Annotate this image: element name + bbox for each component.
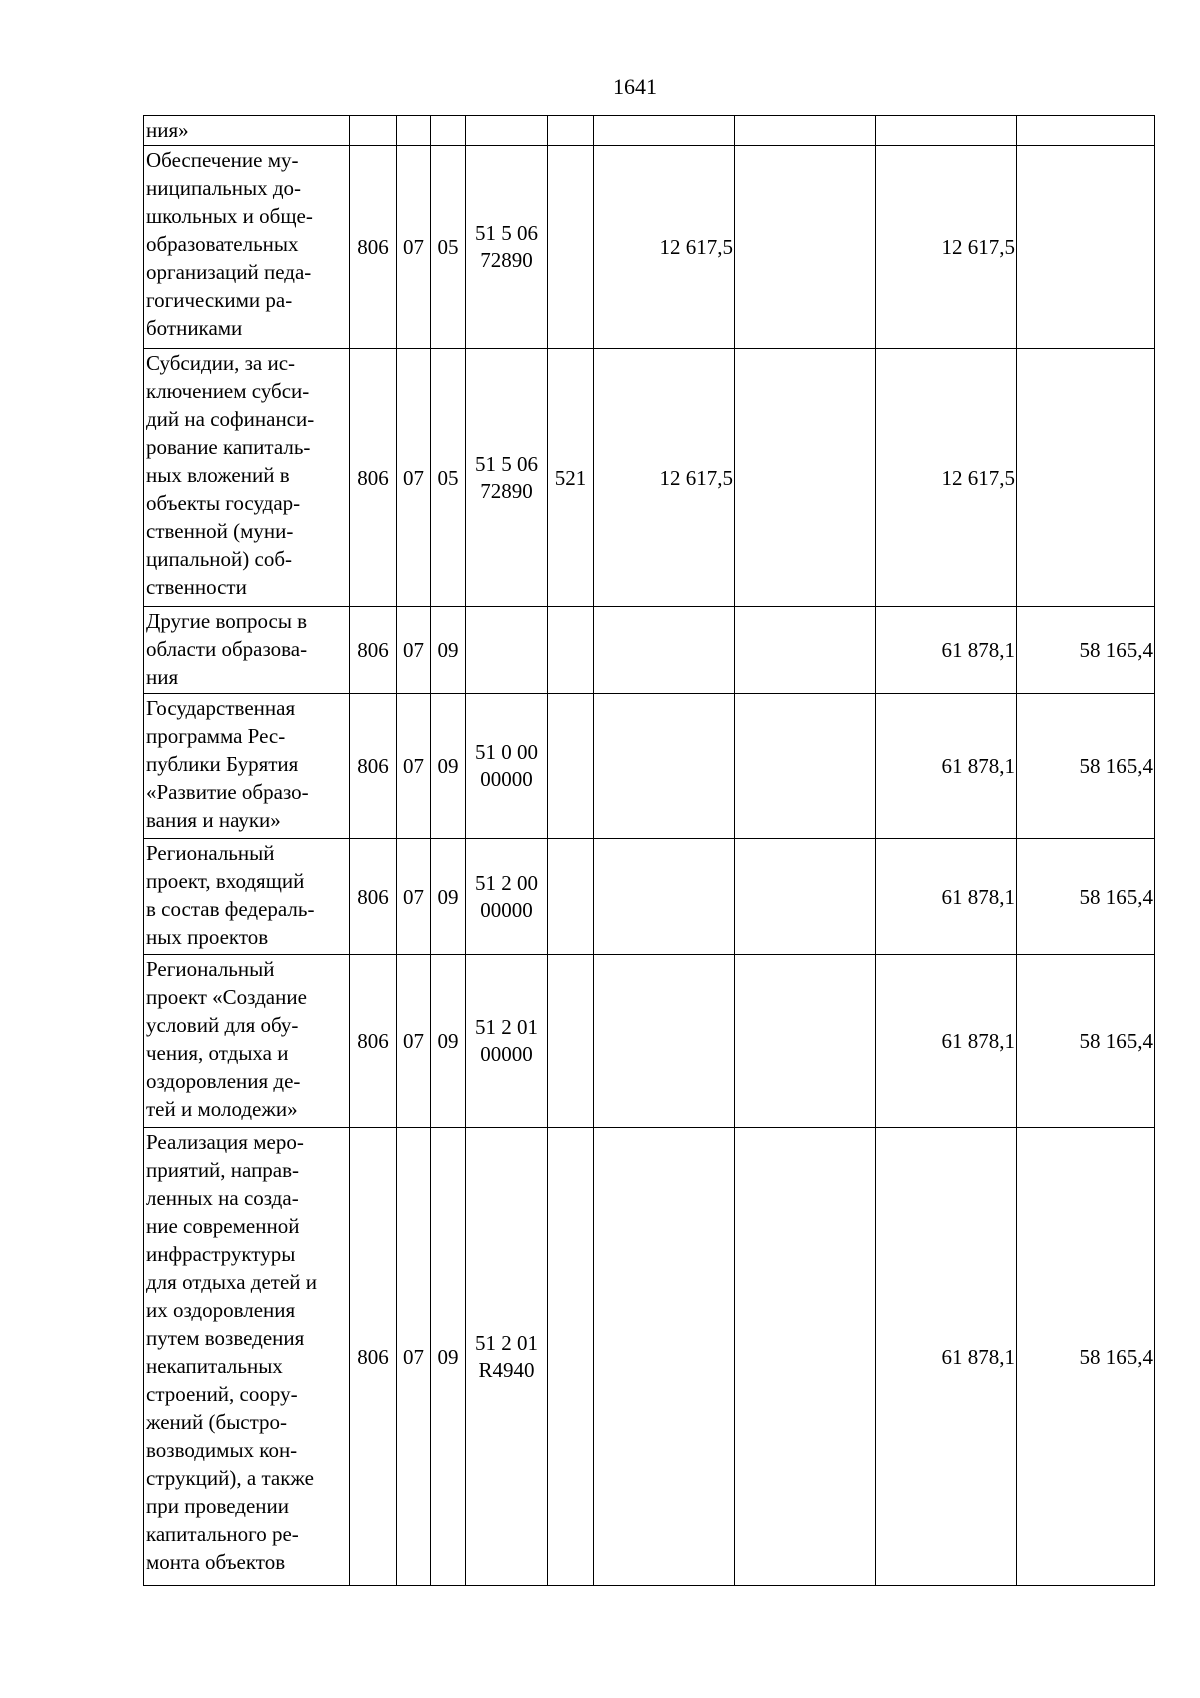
amount-cell: 58 165,4 xyxy=(1017,1128,1155,1586)
amount-cell xyxy=(735,955,876,1128)
amount-cell: 61 878,1 xyxy=(876,839,1017,955)
table-row xyxy=(144,146,1155,349)
amount-cell: 61 878,1 xyxy=(876,1128,1017,1586)
amount-cell: 61 878,1 xyxy=(876,694,1017,839)
subsection-code: 09 xyxy=(431,607,466,694)
page-number: 1641 xyxy=(613,74,657,99)
amount-cell xyxy=(594,694,735,839)
amount-cell xyxy=(735,349,876,607)
section-code: 07 xyxy=(397,146,431,349)
table-row xyxy=(144,839,1155,955)
budget-item-name: ния» xyxy=(144,116,350,146)
amount-cell xyxy=(735,116,876,146)
section-code: 07 xyxy=(397,607,431,694)
table-row xyxy=(144,694,1155,839)
table-row xyxy=(144,116,1155,146)
expense-type-code xyxy=(548,146,594,349)
target-article-code xyxy=(466,607,548,694)
target-article-code: 51 2 00 00000 xyxy=(466,839,548,955)
amount-cell: 58 165,4 xyxy=(1017,694,1155,839)
budget-item-name: Региональный проект, входящий в состав федераль- ных проектов xyxy=(144,839,350,955)
table-row xyxy=(144,607,1155,694)
expense-type-code xyxy=(548,1128,594,1586)
amount-cell xyxy=(735,146,876,349)
target-article-code: 51 2 01 R4940 xyxy=(466,1128,548,1586)
expense-type-code xyxy=(548,839,594,955)
amount-cell xyxy=(1017,116,1155,146)
department-code: 806 xyxy=(350,955,397,1128)
department-code: 806 xyxy=(350,349,397,607)
amount-cell: 58 165,4 xyxy=(1017,839,1155,955)
amount-cell: 58 165,4 xyxy=(1017,607,1155,694)
subsection-code: 05 xyxy=(431,349,466,607)
target-article-code: 51 5 06 72890 xyxy=(466,349,548,607)
expense-type-code xyxy=(548,607,594,694)
amount-cell xyxy=(594,1128,735,1586)
subsection-code: 09 xyxy=(431,955,466,1128)
section-code: 07 xyxy=(397,955,431,1128)
table-row xyxy=(144,349,1155,607)
budget-item-name: Реализация меро- приятий, направ- ленных на созда- ние современной инфраструктуры для отдыха детей и их оздоровления путем возведения некапитальных строений, соору- жений (быстро- возводимых кон- струкций), а также при проведении капитального ре- монта объектов xyxy=(144,1128,350,1586)
budget-table xyxy=(143,115,1155,1586)
amount-cell: 58 165,4 xyxy=(1017,955,1155,1128)
target-article-code: 51 5 06 72890 xyxy=(466,146,548,349)
subsection-code: 09 xyxy=(431,839,466,955)
amount-cell: 12 617,5 xyxy=(594,146,735,349)
budget-item-name: Другие вопросы в области образова- ния xyxy=(144,607,350,694)
budget-item-name: Обеспечение му- ниципальных до- школьных и обще- образовательных организаций педа- гогическими ра- ботниками xyxy=(144,146,350,349)
budget-item-name: Государственная программа Рес- публики Бурятия «Развитие образо- вания и науки» xyxy=(144,694,350,839)
amount-cell: 12 617,5 xyxy=(876,146,1017,349)
amount-cell xyxy=(594,116,735,146)
subsection-code: 09 xyxy=(431,1128,466,1586)
amount-cell xyxy=(876,116,1017,146)
subsection-code: 09 xyxy=(431,694,466,839)
expense-type-code xyxy=(548,694,594,839)
amount-cell xyxy=(594,955,735,1128)
expense-type-code xyxy=(548,116,594,146)
target-article-code: 51 2 01 00000 xyxy=(466,955,548,1128)
target-article-code xyxy=(466,116,548,146)
amount-cell xyxy=(1017,146,1155,349)
table-row xyxy=(144,1128,1155,1586)
budget-item-name: Субсидии, за ис- ключением субси- дий на софинанси- рование капиталь- ных вложений в объекты государ- ственной (муни- ципальной) соб- ственности xyxy=(144,349,350,607)
table-row xyxy=(144,955,1155,1128)
expense-type-code: 521 xyxy=(548,349,594,607)
department-code: 806 xyxy=(350,694,397,839)
subsection-code: 05 xyxy=(431,146,466,349)
department-code: 806 xyxy=(350,607,397,694)
amount-cell xyxy=(1017,349,1155,607)
subsection-code xyxy=(431,116,466,146)
section-code: 07 xyxy=(397,694,431,839)
amount-cell xyxy=(735,839,876,955)
section-code xyxy=(397,116,431,146)
target-article-code: 51 0 00 00000 xyxy=(466,694,548,839)
amount-cell: 61 878,1 xyxy=(876,607,1017,694)
section-code: 07 xyxy=(397,1128,431,1586)
amount-cell xyxy=(735,694,876,839)
amount-cell xyxy=(594,607,735,694)
section-code: 07 xyxy=(397,839,431,955)
department-code: 806 xyxy=(350,1128,397,1586)
budget-item-name: Региональный проект «Создание условий для обу- чения, отдыха и оздоровления де- тей и молодежи» xyxy=(144,955,350,1128)
amount-cell: 12 617,5 xyxy=(876,349,1017,607)
department-code: 806 xyxy=(350,146,397,349)
amount-cell: 61 878,1 xyxy=(876,955,1017,1128)
amount-cell xyxy=(735,1128,876,1586)
department-code: 806 xyxy=(350,839,397,955)
department-code xyxy=(350,116,397,146)
amount-cell xyxy=(735,607,876,694)
amount-cell xyxy=(594,839,735,955)
expense-type-code xyxy=(548,955,594,1128)
section-code: 07 xyxy=(397,349,431,607)
amount-cell: 12 617,5 xyxy=(594,349,735,607)
